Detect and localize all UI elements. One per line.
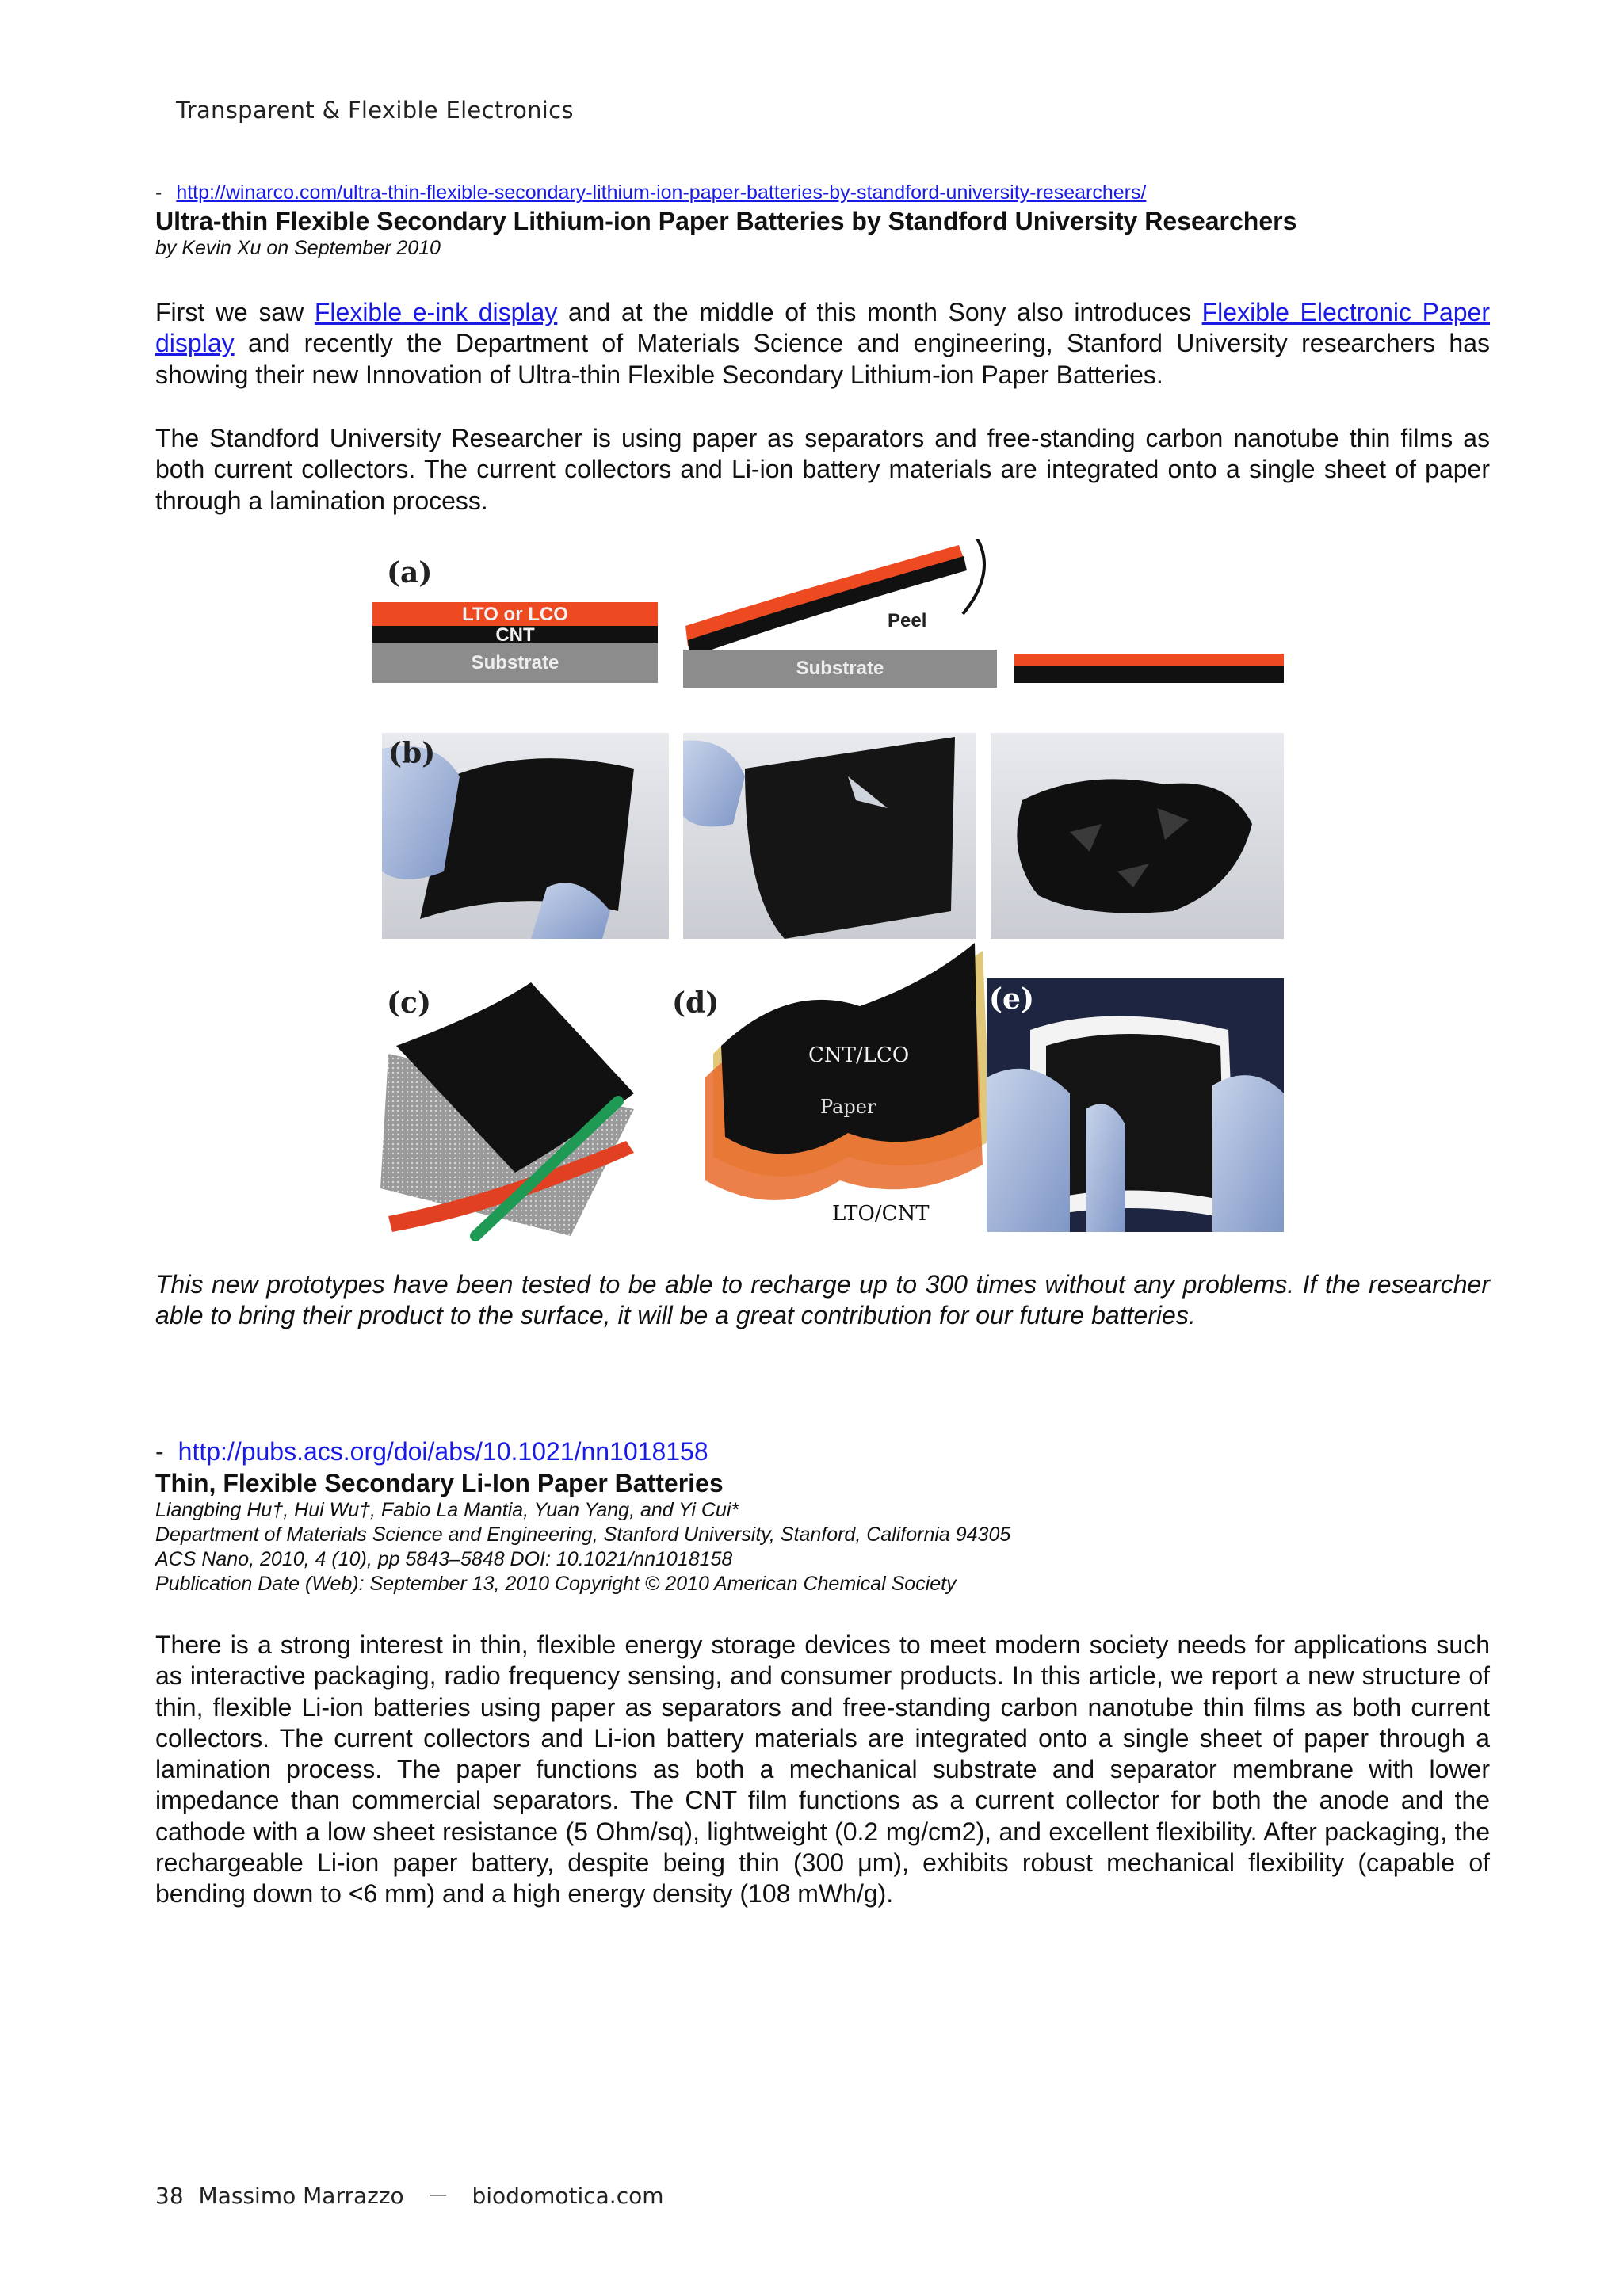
article2-journal: ACS Nano, 2010, 4 (10), pp 5843–5848 DOI: 10.1021/nn1018158 <box>155 1548 733 1570</box>
flat-film <box>745 737 955 939</box>
glove-left-e <box>987 1069 1070 1232</box>
article2-pubdate: Publication Date (Web): September 13, 2010 Copyright © 2010 American Chemical Society <box>155 1573 957 1595</box>
article2-authors: Liangbing Hu†, Hui Wu†, Fabio La Mantia, Yuan Yang, and Yi Cui* <box>155 1499 739 1521</box>
article1-title: Ultra-thin Flexible Secondary Lithium-ion Paper Batteries by Standford University Researchers <box>155 207 1297 235</box>
thumb-e <box>1086 1104 1125 1232</box>
article1-paragraph-2: The Standford University Researcher is using paper as separators and free-standing carbon nanotube thin films as both current collectors. The current collectors and Li-ion battery materials are integrated onto a single sheet of paper through a lamination process. <box>155 424 1490 515</box>
page-footer <box>155 2179 664 2210</box>
d-paper-label: Paper <box>820 1096 876 1118</box>
panel-e <box>987 978 1284 1232</box>
substrate-label-2: Substrate <box>796 658 884 679</box>
article1-byline: by Kevin Xu on September 2010 <box>155 237 441 259</box>
footer-author: Massimo Marrazzo <box>198 2183 404 2209</box>
label-e: (e) <box>989 982 1034 1016</box>
article2-source <box>155 1436 1490 1466</box>
p1-text-1: First we saw <box>155 298 315 326</box>
article1-paragraph-1 <box>155 297 1490 391</box>
label-d: (d) <box>672 986 720 1020</box>
article1-paragraph-1-block <box>155 297 1490 391</box>
battery-figure <box>372 539 1284 1264</box>
peel-arrow <box>963 539 984 614</box>
article1-paragraph-2-block <box>155 423 1490 517</box>
bullet-dash-2: - <box>155 1437 164 1466</box>
p1-text-2: and at the middle of this month Sony also introduces <box>557 298 1202 326</box>
battery-film-e <box>1046 1034 1224 1200</box>
label-b: (b) <box>388 737 436 770</box>
article2-header <box>155 1436 1490 1596</box>
article1-source-link[interactable]: http://winarco.com/ultra-thin-flexible-secondary-lithium-ion-paper-batteries-by-standford-university-researchers/ <box>176 181 1147 204</box>
d-top-label: CNT/LCO <box>808 1043 910 1067</box>
article2-abstract: There is a strong interest in thin, flexible energy storage devices to meet modern society needs for applications such as interactive packaging, radio frequency sensing, and consumer products. In this article, we report a new structure of thin, flexible Li-ion batteries using paper as separators and free-standing carbon nanotube thin films as both current collectors. The current collectors and Li-ion battery materials are integrated onto a single sheet of paper through a lamination process. The paper functions as both a mechanical substrate and separator membrane with lower impedance than commercial separators. The CNT film functions as a current collector for both the anode and the cathode with a low sheet resistance (5 Ohm/sq), lightweight (0.2 mg/cm2), and excellent flexibility. After packaging, the rechargeable Li-ion paper battery, despite being thin (300 μm), exhibits robust mechanical flexibility (capable of bending down to <6 mm) and a high energy density (108 mWh/g). <box>155 1630 1490 1909</box>
panel-c <box>380 982 634 1236</box>
article2-abstract-block <box>155 1630 1490 1910</box>
article2-affiliation: Department of Materials Science and Engineering, Stanford University, Stanford, California 94305 <box>155 1524 1011 1546</box>
article1-source <box>155 181 1490 204</box>
d-bottom-label: LTO/CNT <box>832 1202 930 1226</box>
peeled-black-layer <box>688 556 967 658</box>
article1-caption: This new prototypes have been tested to be able to recharge up to 300 times without any problems. If the researcher able to bring their product to the surface, it will be a great contribution for our future batteries. <box>155 1270 1490 1329</box>
flexible-eink-link[interactable]: Flexible e-ink display <box>314 298 558 326</box>
bullet-dash: - <box>155 181 162 204</box>
battery-figure-svg <box>372 539 1284 1264</box>
label-a: (a) <box>387 556 433 589</box>
panel-d <box>705 943 991 1226</box>
strip-top-label: LTO or LCO <box>462 604 568 625</box>
glove-right-e <box>1212 1075 1284 1232</box>
peel-label: Peel <box>888 610 927 631</box>
substrate-label-1: Substrate <box>471 652 559 673</box>
footer-separator: － <box>426 2183 449 2209</box>
page-number: 38 <box>155 2183 184 2209</box>
panel-b <box>382 733 1284 939</box>
flexible-electronic-paper-link[interactable]: Flexible Electronic Paper display <box>155 298 1491 358</box>
running-header: Transparent & Flexible Electronics <box>176 97 574 124</box>
footer-site: biodomotica.com <box>472 2183 664 2209</box>
article2-title: Thin, Flexible Secondary Li-Ion Paper Batteries <box>155 1469 724 1497</box>
article1-header <box>155 181 1490 260</box>
article1-caption-block <box>155 1269 1490 1331</box>
article2-source-link[interactable]: http://pubs.acs.org/doi/abs/10.1021/nn1018158 <box>178 1437 708 1466</box>
free-film-black <box>1014 666 1284 683</box>
label-c: (c) <box>387 986 431 1020</box>
p1-text-3: and recently the Department of Materials Science and engineering, Stanford University researchers has showing their new Innovation of Ultra-thin Flexible Secondary Lithium-ion Paper Batteries. <box>155 329 1490 389</box>
strip-mid-label: CNT <box>495 624 535 646</box>
